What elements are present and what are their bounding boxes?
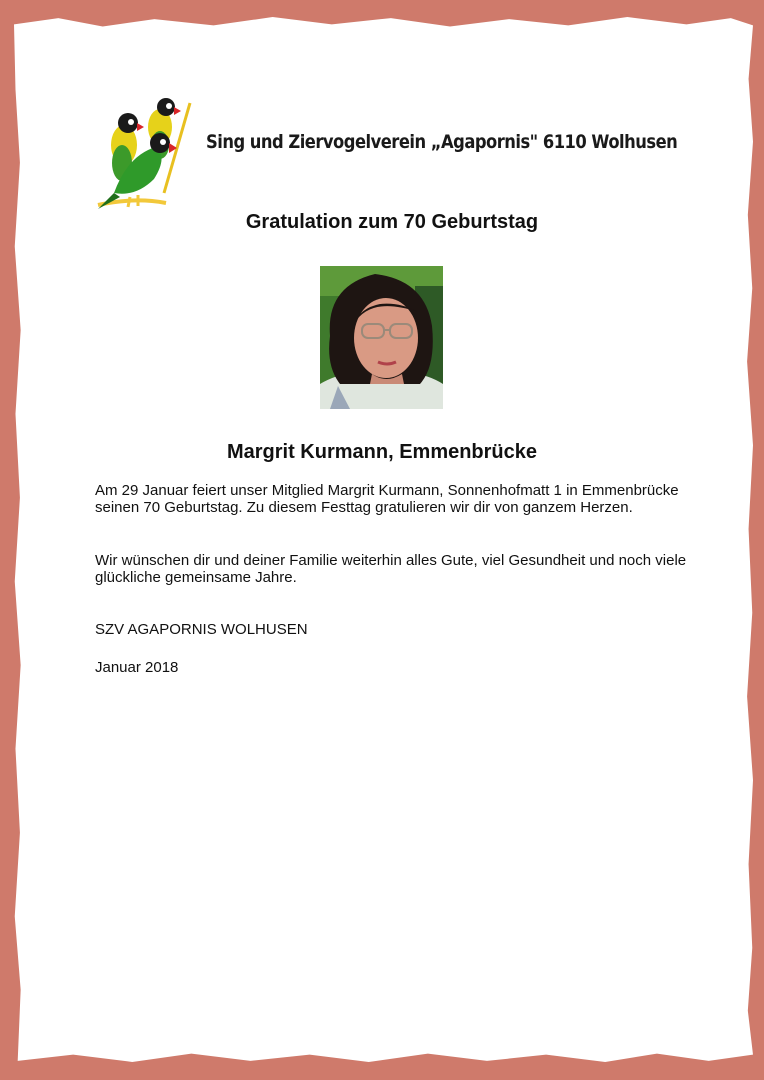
person-name: Margrit Kurmann, Emmenbrücke bbox=[226, 441, 538, 463]
wishes-paragraph: Wir wünschen dir und deiner Familie weiterhin alles Gute, viel Gesundheit und noch viele glückliche gemeinsame Jahre. bbox=[95, 552, 687, 586]
signature: SZV AGAPORNIS WOLHUSEN bbox=[95, 621, 308, 638]
portrait-photo bbox=[320, 266, 443, 409]
org-name: Sing und Ziervogelverein „Agapornis" 6110 Wolhusen bbox=[206, 131, 678, 153]
document-date: Januar 2018 bbox=[95, 659, 179, 676]
congratulation-paragraph: Am 29 Januar feiert unser Mitglied Margrit Kurmann, Sonnenhofmatt 1 in Emmenbrücke seinen 70 Geburtstag. Zu diesem Festtag gratulieren wir dir von ganzem Herzen. bbox=[95, 482, 679, 516]
lovebirds-logo-icon bbox=[94, 93, 198, 211]
page-title: Gratulation zum 70 Geburtstag bbox=[245, 211, 539, 233]
